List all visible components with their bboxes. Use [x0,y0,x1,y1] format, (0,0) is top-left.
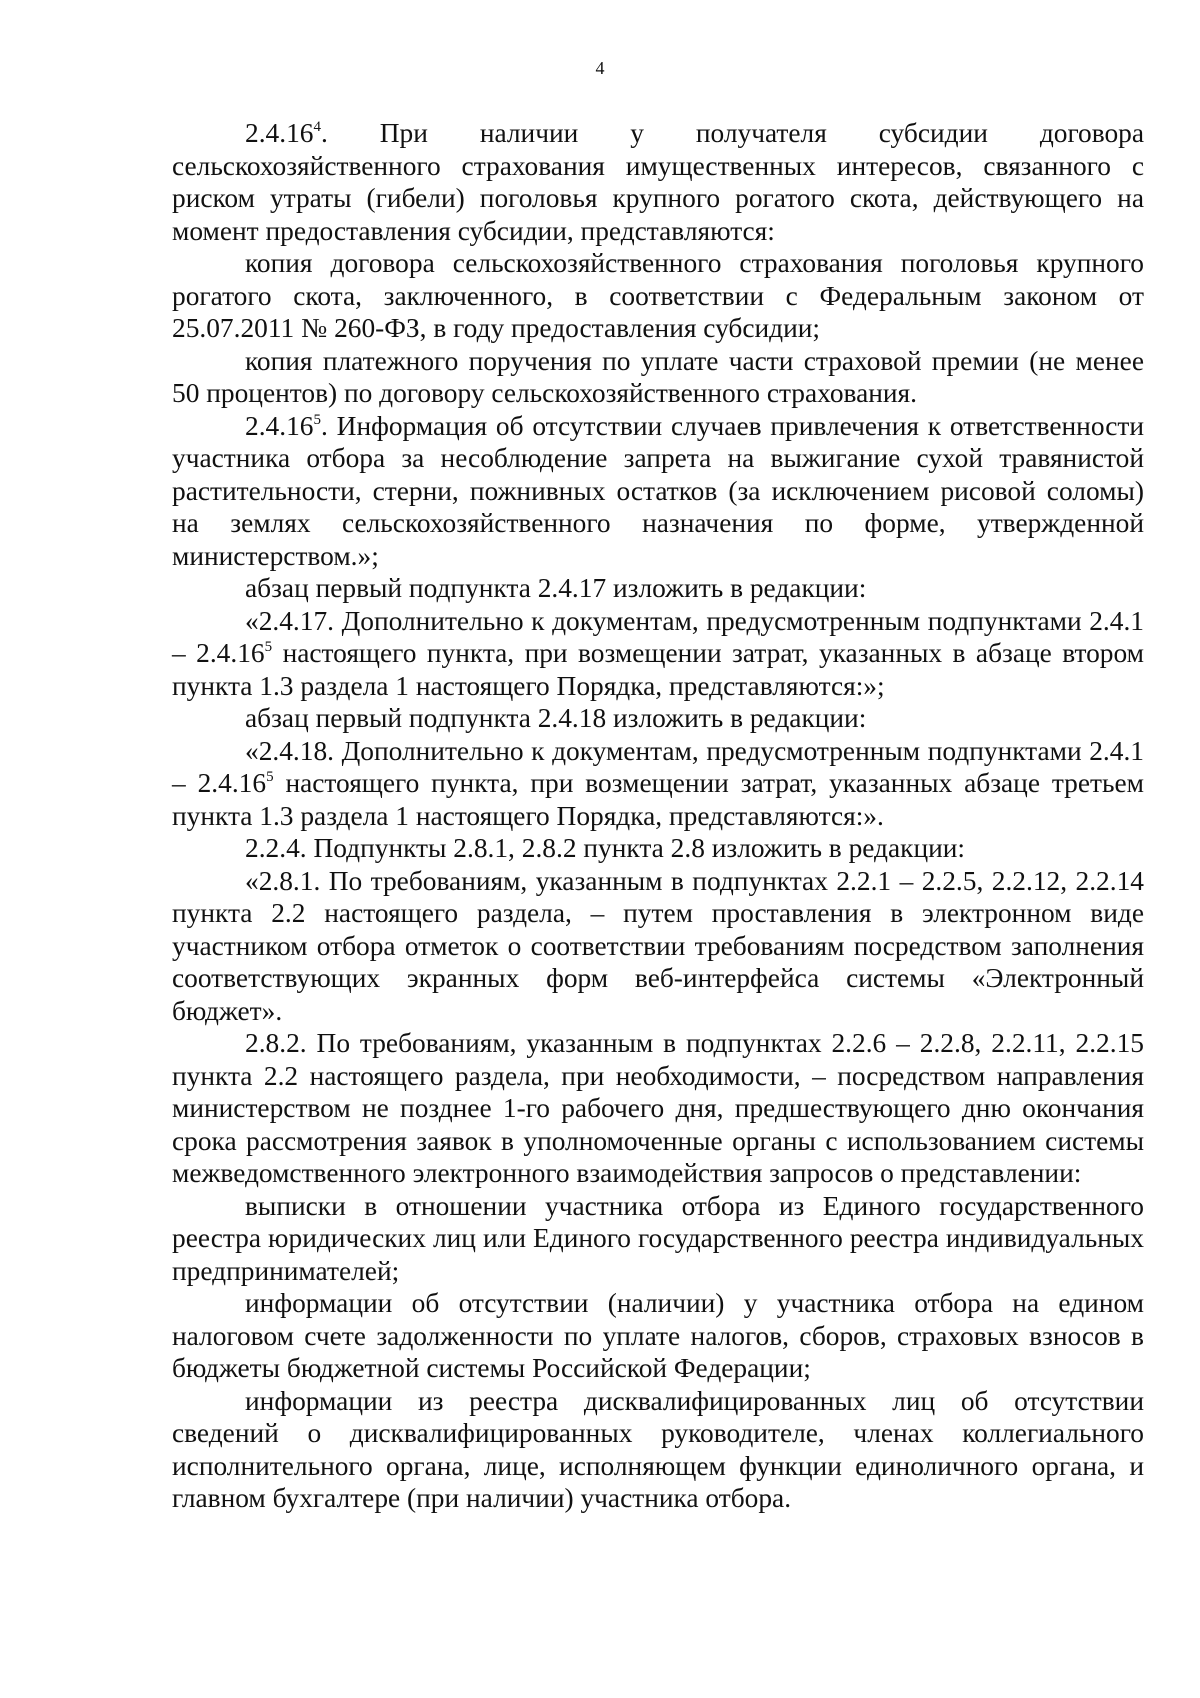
paragraph: информации об отсутствии (наличии) у участника отбора на едином налоговом счете задолженности по уплате налогов, сборов, страховых взносов в бюджеты бюджетной системы Российской Федерации; [172,1288,1144,1383]
paragraph: «2.4.17. Дополнительно к документам, предусмотренным подпунктами 2.4.1 – 2.4.16$^5$ настоящего пункта, при возмещении затрат, указанных в абзаце втором пункта 1.3 раздела 1 настоящего Порядка, представляются:»; [172,605,1144,701]
paragraph: копия договора сельскохозяйственного страхования поголовья крупного рогатого скота, заключенного, в соответствии с Федеральным законом от 25.07.2011 № 260-ФЗ, в году предоставления субсидии; [172,248,1144,343]
paragraph: абзац первый подпункта 2.4.17 изложить в редакции: [245,573,867,603]
superscript: 5 [266,769,274,785]
paragraph: копия платежного поручения по уплате части страховой премии (не менее 50 процентов) по договору сельскохозяйственного страхования. [172,345,1144,408]
paragraph: 2.8.2. По требованиям, указанным в подпунктах 2.2.6 – 2.2.8, 2.2.11, 2.2.15 пункта 2.2 настоящего раздела, при необходимости, – посредством направления министерством не позднее 1-го рабочего дня, предшествующего дню окончания срока рассмотрения заявок в уполномоченные органы с использованием системы межведомственного электронного взаимодействия запросов о представлении: [172,1028,1144,1188]
paragraph: абзац первый подпункта 2.4.18 изложить в редакции: [245,703,867,733]
paragraph: выписки в отношении участника отбора из Единого государственного реестра юридических лиц или Единого государственного реестра индивидуальных предпринимателей; [172,1190,1144,1286]
paragraph: «2.4.18. Дополнительно к документам, предусмотренным подпунктами 2.4.1 – 2.4.16$^5$ настоящего пункта, при возмещении затрат, указанных абзаце третьем пункта 1.3 раздела 1 настоящего Порядка, представляются:». [172,735,1144,831]
paragraph: 2.2.4. Подпункты 2.8.1, 2.8.2 пункта 2.8 изложить в редакции: [245,833,966,863]
superscript: 5 [264,639,273,655]
superscript: 4 [313,119,321,135]
paragraph: «2.8.1. По требованиям, указанным в подпунктах 2.2.1 – 2.2.5, 2.2.12, 2.2.14 пункта 2.2 настоящего раздела, – путем проставления в электронном виде участником отбора отметок о соответствии требованиям посредством заполнения соответствующих экранных форм веб-интерфейса системы «Электронный бюджет». [172,865,1144,1026]
document-body [172,117,1144,1515]
page-number: 4 [595,58,605,78]
paragraph: 2.4.16$^5$. Информация об отсутствии случаев привлечения к ответственности участника отбора за несоблюдение запрета на выжигание сухой травянистой растительности, стерни, пожнивных остатков (за исключением рисовой соломы) на землях сельскохозяйственного назначения по форме, утвержденной министерством.»; [172,410,1144,571]
superscript: 5 [313,411,321,428]
paragraph: информации из реестра дисквалифицированных лиц об отсутствии сведений о дисквалифицированных руководителе, членах коллегиального исполнительного органа, лице, исполняющем функции единоличного органа, и главном бухгалтере (при наличии) участника отбора. [172,1385,1144,1513]
paragraph: 2.4.16$^4$. При наличии у получателя субсидии договора сельскохозяйственного страхования имущественных интересов, связанного с риском утраты (гибели) поголовья крупного рогатого скота, действующего на момент предоставления субсидии, представляются: [172,118,1144,246]
